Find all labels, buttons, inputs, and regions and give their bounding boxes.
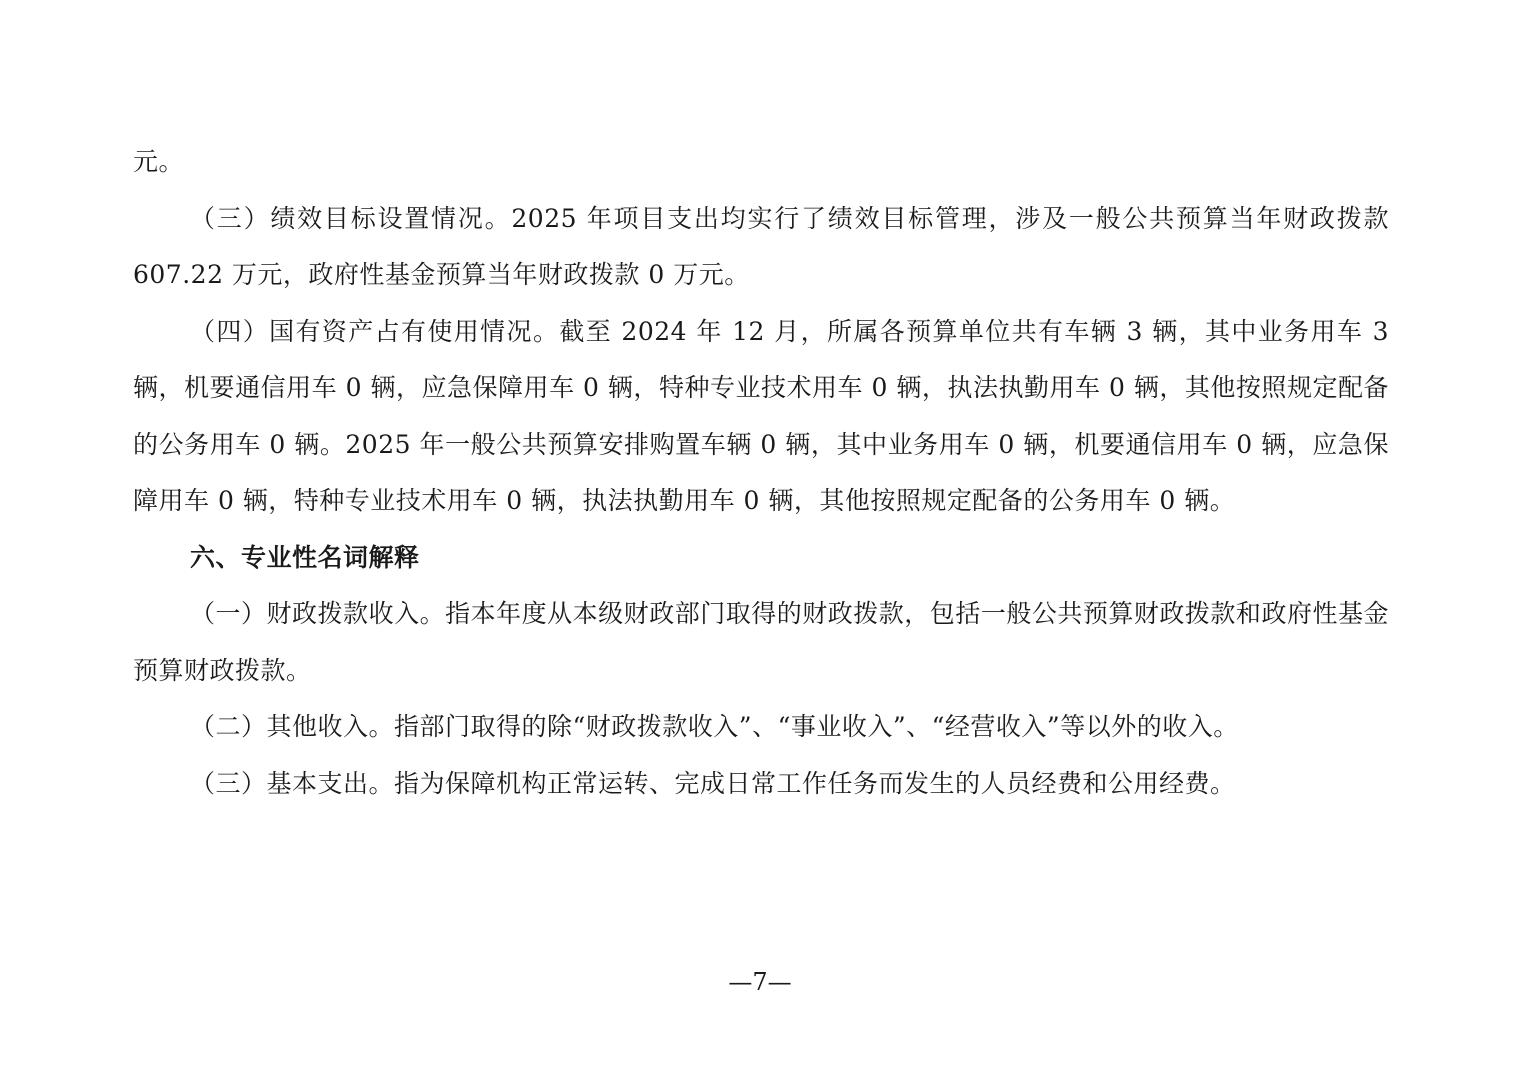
continuation-paragraph <box>133 134 1389 191</box>
performance-goals-text: 2025 年项目支出均实行了绩效目标管理，涉及一般公共预算当年财政拨款 607.22 万元，政府性基金预算当年财政拨款 0 万元。 <box>133 203 1389 289</box>
continuation-text: 元。 <box>133 147 185 176</box>
other-income-definition <box>133 699 1389 756</box>
fiscal-income-lead: （一）财政拨款收入。 <box>190 599 446 628</box>
performance-goals-lead: （三）绩效目标设置情况。 <box>190 203 512 233</box>
basic-expenditure-text: 指为保障机构正常运转、完成日常工作任务而发生的人员经费和公用经费。 <box>394 768 1236 798</box>
other-income-text: 指部门取得的除“财政拨款收入”、“事业收入”、“经营收入”等以外的收入。 <box>394 712 1239 741</box>
section-heading: 六、专业性名词解释 <box>190 542 420 572</box>
basic-expenditure-lead: （三）基本支出。 <box>190 768 395 798</box>
other-income-lead: （二）其他收入。 <box>190 712 395 741</box>
fiscal-income-text: 指本年度从本级财政部门取得的财政拨款，包括一般公共预算财政拨款和政府性基金预算财政拨款。 <box>133 599 1389 685</box>
state-assets-lead: （四）国有资产占有使用情况。 <box>190 316 560 346</box>
fiscal-income-definition <box>133 586 1389 699</box>
basic-expenditure-definition <box>133 756 1389 813</box>
state-assets-text: 截至 2024 年 12 月，所属各预算单位共有车辆 3 辆，其中业务用车 3 辆，机要通信用车 0 辆，应急保障用车 0 辆，特种专业技术用车 0 辆，执法执勤用车 0 辆，其他按照规定配备的公务用车 0 辆。2025 年一般公共预算安排购置车辆 0 辆，其中业务用车 0 辆，机要通信用车 0 辆，应急保障用车 0 辆，特种专业技术用车 0 辆，执法执勤用车 0 辆，其他按照规定配备的公务用车 0 辆。 <box>133 316 1389 515</box>
state-assets-paragraph <box>133 304 1389 530</box>
document-body <box>133 134 1389 812</box>
page-number: —7— <box>728 968 792 996</box>
performance-goals-paragraph <box>133 191 1389 304</box>
